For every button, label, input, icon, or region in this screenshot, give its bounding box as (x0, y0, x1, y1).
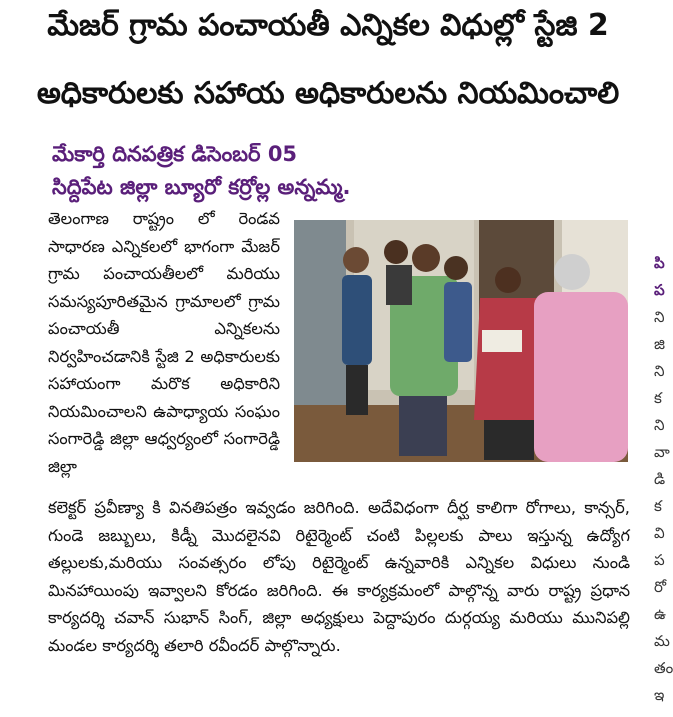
edge-fragment: ఉ (654, 605, 666, 623)
edge-fragment: తం (654, 659, 673, 677)
dateline: మేకార్తి దినపత్రిక డిసెంబర్ 05 (52, 142, 298, 166)
article-body-column: తెలంగాణ రాష్ట్రం లో రెండవ సాధారణ ఎన్నికలలో భాగంగా మేజర్ గ్రామ పంచాయతీలలో మరియు సమస్యపూరితమైన గ్రామాలలో గ్రామ పంచాయతీ ఎన్నికలను నిర్వహించడానికి స్టేజి 2 అధికారులకు సహాయంగా మరొక అధికారిని నియమించాలని ఉపాధ్యాయ సంఘం సంగారెడ్డి జిల్లా ఆధ్వర్యంలో సంగారెడ్డి జిల్లా (48, 209, 280, 476)
edge-fragment: వి (654, 524, 665, 542)
byline: సిద్దిపేట జిల్లా బ్యూరో కర్రోల్ల అన్నమ్మ. (52, 175, 351, 199)
article-body-full: కలెక్టర్ ప్రవీణ్యా కి వినతిపత్రం ఇవ్వడం జరిగింది. అదేవిధంగా దీర్ఘ కాలిగా రోగాలు, కాన్సర్, గుండె జబ్బులు, కిడ్నీ మొదలైనవి రిటైర్మెంట్ చంటి పిల్లలకు పాలు ఇస్తున్న ఉద్యోగ తల్లులకు,మరియు సంవత్సరం లోపు రిటైర్మెంట్ ఉన్నవారికి ఎన్నికల విధులు నుండి మినహాయింపు ఇవ్వాలని కోరడం జరిగింది. ఈ కార్యక్రమంలో పాల్గొన్న వారు రాష్ట్ర ప్రధాన కార్యదర్శి చవాన్ సుభాన్ సింగ్, జిల్లా అధ్యక్షులు పెద్దాపురం దుర్గయ్య మరియు మునిపల్లి మండల కార్యదర్శి తలారి రవీందర్ పాల్గొన్నారు. (48, 498, 630, 655)
edge-fragment: పి (654, 254, 665, 272)
edge-fragment: ని (654, 416, 665, 434)
edge-fragment: రో (654, 578, 667, 596)
edge-fragment: ని (654, 308, 665, 326)
meeting-photo-illustration (294, 220, 628, 462)
edge-fragment: ని (654, 362, 665, 380)
edge-fragment: ఇ (654, 686, 665, 704)
headline-line-2: అధికారులకు సహాయ అధికారులను నియమించాలి (36, 76, 620, 111)
article-photo (294, 220, 628, 462)
edge-fragment: క (654, 497, 662, 515)
edge-fragment: క (654, 389, 662, 407)
edge-fragment: ప (654, 551, 665, 569)
headline-line-1: మేజర్ గ్రామ పంచాయతీ ఎన్నికల విధుల్లో స్టేజి 2 (47, 8, 609, 43)
adjacent-column-fragment (648, 250, 673, 717)
edge-fragment: ప (654, 281, 665, 299)
edge-fragment: డి (654, 470, 666, 488)
edge-fragment: జి (654, 335, 665, 353)
edge-fragment: వా (654, 443, 670, 461)
edge-fragment: మ (654, 632, 670, 650)
